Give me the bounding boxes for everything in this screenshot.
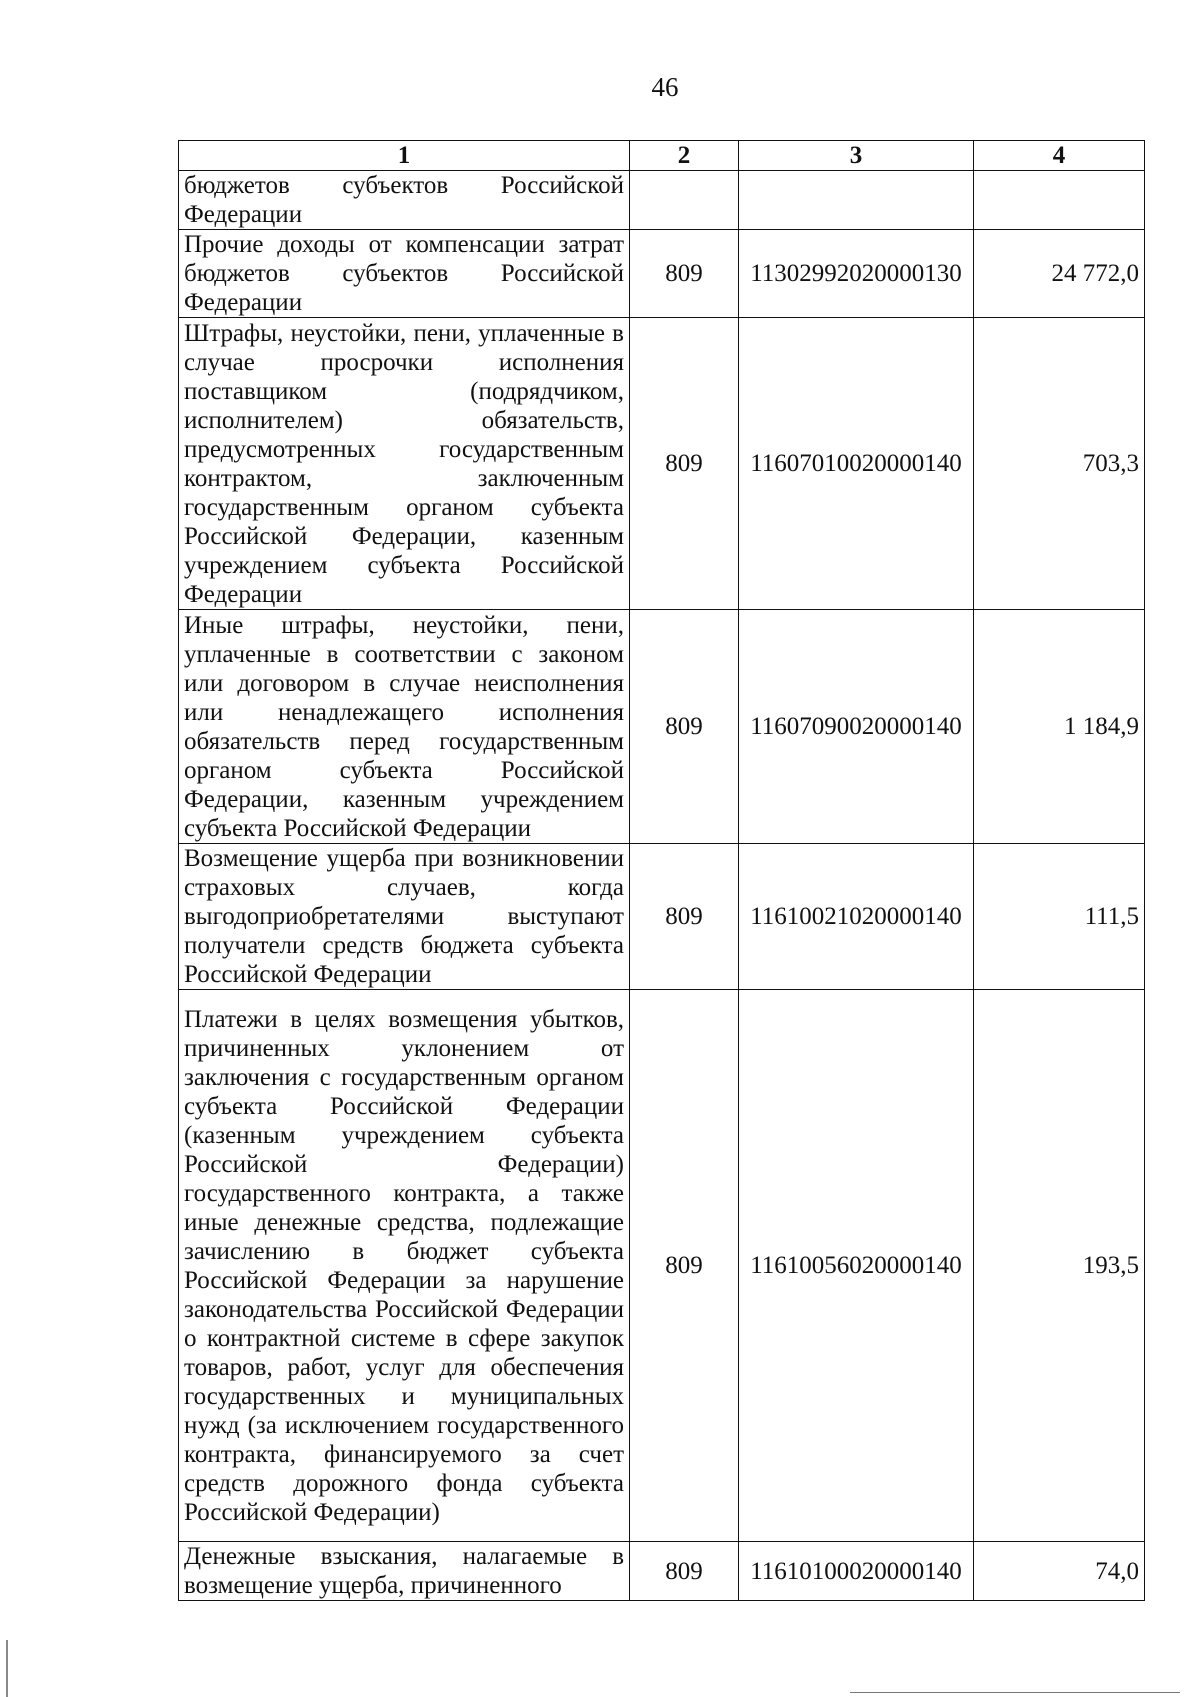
row-amount: 24 772,0 (974, 230, 1145, 318)
row-amount: 703,3 (974, 318, 1145, 610)
row-kbk: 11610056020000140 (739, 990, 974, 1542)
row-amount: 1 184,9 (974, 610, 1145, 844)
column-header-2: 2 (630, 141, 739, 171)
row-name: Платежи в целях возмещения убытков, причиненных уклонением от заключения с государственным органом субъекта Российской Федерации (казенным учреждением субъекта Российской Федерации) государственного контракта, а также иные денежные средства, подлежащие зачислению в бюджет субъекта Российской Федерации за нарушение законодательства Российской Федерации о контрактной системе в сфере закупок товаров, работ, услуг для обеспечения государственных и муниципальных нужд (за исключением государственного контракта, финансируемого за счет средств дорожного фонда субъекта Российской Федерации) (179, 990, 630, 1542)
table-row (179, 1542, 1145, 1601)
row-kbk (739, 171, 974, 230)
row-kbk: 11610100020000140 (739, 1542, 974, 1601)
row-amount: 111,5 (974, 844, 1145, 990)
row-code: 809 (630, 844, 739, 990)
row-name: Прочие доходы от компенсации затрат бюджетов субъектов Российской Федерации (179, 230, 630, 318)
row-amount: 74,0 (974, 1542, 1145, 1601)
binding-mark (6, 1640, 8, 1697)
row-kbk: 11607010020000140 (739, 318, 974, 610)
revenue-table (178, 140, 1145, 1601)
row-kbk: 11607090020000140 (739, 610, 974, 844)
row-code: 809 (630, 230, 739, 318)
row-code: 809 (630, 990, 739, 1542)
table-row (179, 230, 1145, 318)
row-amount: 193,5 (974, 990, 1145, 1542)
table-row (179, 318, 1145, 610)
row-name: Иные штрафы, неустойки, пени, уплаченные в соответствии с законом или договором в случае неисполнения или ненадлежащего исполнения обязательств перед государственным органом субъекта Российской Федерации, казенным учреждением субъекта Российской Федерации (179, 610, 630, 844)
table-row (179, 990, 1145, 1542)
row-kbk: 11302992020000130 (739, 230, 974, 318)
header-row (179, 141, 1145, 171)
row-name: Возмещение ущерба при возникновении страховых случаев, когда выгодоприобретателями выступают получатели средств бюджета субъекта Российской Федерации (179, 844, 630, 990)
row-kbk: 11610021020000140 (739, 844, 974, 990)
row-name: Штрафы, неустойки, пени, уплаченные в случае просрочки исполнения поставщиком (подрядчиком, исполнителем) обязательств, предусмотренных государственным контрактом, заключенным государственным органом субъекта Российской Федерации, казенным учреждением субъекта Российской Федерации (179, 318, 630, 610)
row-amount (974, 171, 1145, 230)
row-name: бюджетов субъектов Российской Федерации (179, 171, 630, 230)
table-row (179, 844, 1145, 990)
column-header-1: 1 (179, 141, 630, 171)
table-row (179, 171, 1145, 230)
row-code: 809 (630, 318, 739, 610)
row-code (630, 171, 739, 230)
footer-rule (850, 1692, 1180, 1693)
column-header-3: 3 (739, 141, 974, 171)
table-row (179, 610, 1145, 844)
row-code: 809 (630, 1542, 739, 1601)
row-code: 809 (630, 610, 739, 844)
page-number: 46 (651, 72, 679, 102)
row-name: Денежные взыскания, налагаемые в возмещение ущерба, причиненного (179, 1542, 630, 1601)
column-header-4: 4 (974, 141, 1145, 171)
